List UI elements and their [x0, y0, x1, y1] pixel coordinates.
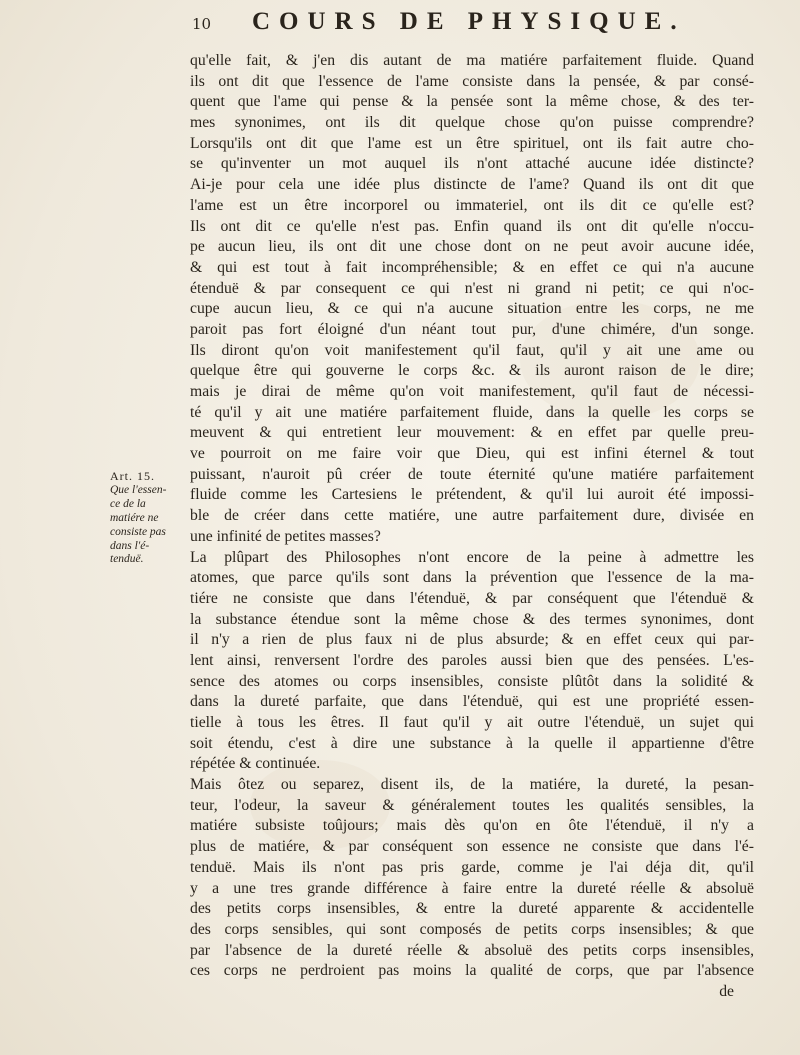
text-line: Ils diront qu'on voit manifestement qu'il faut, qu'il y ait une ame ou	[190, 341, 754, 359]
text-line: Lorsqu'ils ont dit que l'ame est un être spirituel, ont ils fait autre cho-	[190, 134, 754, 152]
text-line: une infinité de petites masses?	[190, 527, 381, 545]
text-line: plus de matiére, & par conséquent son essence ne consiste que dans l'é-	[190, 838, 754, 856]
text-line: mais je dirai de même qu'on voit manifestement, qu'il faut de nécessi-	[190, 383, 754, 400]
margin-note-line: ce de la	[110, 497, 146, 510]
text-line: dans la dureté parfaite, que dans l'étenduë, qui est une propriété essen-	[190, 693, 754, 711]
text-line: il n'y a rien de plus faux ni de plus absurde; & en effet ceux qui par-	[190, 631, 754, 649]
text-line: cupe aucun lieu, & ce qui n'a aucune situation entre les corps, ne me	[190, 300, 754, 318]
text-line: teur, l'odeur, la saveur & généralement toutes les qualités sensibles, la	[190, 796, 754, 814]
text-line: sence des atomes ou corps insensibles, consiste plûtôt dans la solidité &	[190, 672, 754, 690]
margin-note-line: Que l'essen-	[110, 483, 167, 496]
text-line: lent ainsi, renversent l'ordre des paroles aussi bien que des pensées. L'es-	[190, 651, 754, 669]
text-line: té qu'il y ait une matiére parfaitement fluide, dans la quelle les corps se	[190, 403, 754, 421]
text-line: fluide comme les Cartesiens le prétendent, & qu'il lui auroit été impossi-	[190, 486, 754, 504]
text-line: La plûpart des Philosophes n'ont encore de la peine à admettre les	[190, 548, 754, 566]
text-line: ces corps ne perdroient pas moins la qualité de corps, que par l'absence	[190, 962, 754, 980]
page-header	[192, 8, 752, 36]
text-line: Mais ôtez ou separez, disent ils, de la matiére, la dureté, la pesan-	[190, 776, 754, 794]
text-line: ble de créer dans cette matiére, une autre parfaitement dure, divisée en	[190, 507, 754, 525]
margin-note-line: dans l'é-	[110, 539, 150, 552]
text-line: ils ont dit que l'essence de l'ame consiste dans la pensée, & par consé-	[190, 72, 754, 90]
text-line: étenduë & par consequent ce qui n'est ni grand ni petit; ce qui n'oc-	[190, 279, 754, 297]
text-line: tenduë. Mais ils n'ont pas pris garde, comme je l'ai déja dit, qu'il	[190, 858, 754, 876]
body-text	[190, 51, 754, 1003]
text-line: la substance étendue sont la même chose & des termes synonimes, dont	[190, 610, 754, 628]
margin-note-line: matiére ne	[110, 511, 159, 524]
text-line: se qu'inventer un mot auquel ils n'ont attaché aucune idée distincte?	[190, 155, 754, 173]
running-title: COURS DE PHYSIQUE.	[252, 8, 686, 35]
text-line: matiére subsiste toûjours; mais dès qu'on en ôte l'étenduë, il n'y a	[190, 817, 754, 835]
text-line: y a une tres grande différence à faire entre la dureté réelle & absoluë	[190, 879, 754, 897]
text-line: par l'absence de la dureté réelle & absoluë des petits corps insensibles,	[190, 941, 754, 959]
text-line: ve pourroit on me faire voir que Dieu, qui est infini éternel & tout	[190, 445, 754, 463]
text-line: quent que l'ame qui pense & la pensée sont la même chose, & des ter-	[190, 93, 754, 111]
text-line: paroit pas fort éloigné d'un néant tout pur, d'une chimére, d'un songe.	[190, 320, 754, 338]
text-line: soit étendu, c'est à dire une substance à la quelle il appartienne d'être	[190, 734, 754, 752]
catchword: de	[719, 982, 734, 1000]
text-line: des corps sensibles, qui sont composés de petits corps insensibles; & que	[190, 920, 754, 938]
article-number: Art. 15.	[110, 469, 155, 483]
margin-note-line: tenduë.	[110, 553, 144, 566]
text-line: qu'elle fait, & j'en dis autant de ma matiére parfaitement fluide. Quand	[190, 52, 754, 69]
text-line: pe aucun lieu, ils ont dit une chose dont on ne peut avoir aucune idée,	[190, 238, 754, 256]
page-number: 10	[192, 15, 212, 33]
text-line: des petits corps insensibles, & entre la dureté apparente & accidentelle	[190, 900, 754, 918]
text-line: répétée & continuée.	[190, 755, 321, 773]
text-line: meuvent & qui entretient leur mouvement: & en effet par quelle preu-	[190, 424, 754, 442]
text-line: Ils ont dit ce qu'elle n'est pas. Enfin quand ils ont dit qu'elle n'occu-	[190, 217, 754, 235]
text-line: atomes, que parce qu'ils sont dans la prévention que l'essence de la ma-	[190, 569, 754, 587]
text-line: tielle à tous les êtres. Il faut qu'il y ait outre l'étenduë, un sujet qui	[190, 714, 754, 731]
margin-note	[110, 470, 186, 567]
text-line: mes synonimes, ont ils dit quelque chose qu'on puisse comprendre?	[190, 114, 754, 132]
margin-note-line: consiste pas	[110, 525, 166, 538]
text-line: Ai-je pour cela une idée plus distincte de l'ame? Quand ils ont dit que	[190, 176, 754, 194]
text-line: l'ame est un être incorporel ou immateriel, ont ils dit ce qu'elle est?	[190, 196, 754, 214]
text-line: puissant, n'auroit pû créer de toute éternité qu'une matiére parfaitement	[190, 465, 754, 483]
text-line: tiére ne consiste que dans l'étenduë, & par conséquent que l'étenduë &	[190, 589, 754, 607]
text-line: quelque être qui gouverne le corps &c. & ils auront raison de le dire;	[190, 362, 754, 380]
text-line: & qui est tout à fait incompréhensible; & en effet ce qui n'a aucune	[190, 258, 754, 276]
